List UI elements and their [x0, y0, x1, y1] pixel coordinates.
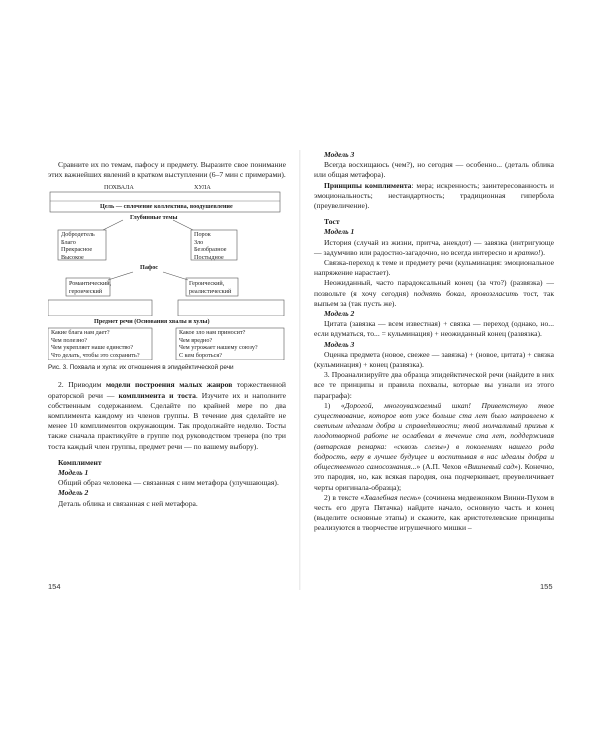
questions-left: Какие блага нам дает? Чем полезно? Чем укрепляет наше единство? Что делать, чтобы это сохранить? [51, 329, 140, 359]
task-2-paragraph: 2. Приводим модели построения малых жанров торжественной ораторской речи — комплимента и тоста. Изучите их и наполните собственным содержанием. Сделайте по крайней мере по два комплимента каждому из членов группы. В течение дня сделайте не менее 10 комплиментов окружающим. Так продолжайте неделю. Тосты также сначала практикуйте в группе под руководством тренера (по три тоста каждый член группы, предмет речи — по вашему выбору). [48, 380, 286, 451]
virtues-list: Добродетель Благо Прекрасное Высокое [61, 231, 95, 261]
toast-model-2-heading: Модель 2 [324, 309, 355, 319]
pathos-right: Героический, реалистический [189, 280, 232, 295]
toast-model-1-p2: Связка-переход к теме и предмету речи (кульминация: эмоциональное напряжение нарастает). [314, 258, 554, 278]
example-2: 2) в тексте «Хвалебная песнь» (сочинена медвежонком Винни-Пухом в честь его друга Пятачка) найдите начало, основную часть и конец (выделите основные этапы) и скажите, как аристотелевские принципы реализуются в творчестве игрушечного мишки – [314, 492, 554, 533]
toast-title: Тост [324, 217, 340, 227]
compliment-model-1-heading: Модель 1 [58, 468, 89, 478]
compliment-model-2-text: Деталь облика и связанная с ней метафора. [58, 498, 198, 508]
blame-label: ХУЛА [194, 184, 211, 192]
compliment-model-1-text: Общий образ человека — связанная с ним метафора (улучшающая). [58, 478, 279, 488]
compliment-title: Комплимент [58, 457, 102, 467]
toast-model-3-heading: Модель 3 [324, 339, 355, 349]
right-page [314, 150, 554, 534]
diagram-subject-block [48, 318, 286, 360]
toast-model-2-p1: Цитата (завязка — всем известная) + связка — переход (однако, но... если вдуматься, то... = кульминация) + неожиданный конец (развязка). [314, 319, 554, 339]
example-1: 1) «Дорогой, многоуважаемый шкап! Приветствую твое существование, которое вот уже больше ста лет было направлено к светлым идеалам добра и справедливости; твой молчаливый призыв к плодотворной работе не ослабевал в течение ста лет, поддерживая (автарская ремарка: «сквозь слезы») в поколениях нашего рода бодрость, веру в лучшее будущее и воспитывая в нас идеалы добра и общественного самосознания...» (А.П. Чехов «Вишневый сад»). Конечно, это пародия, но, как всякая пародия, она подчеркивает, преувеличивает черты оригинала-образца); [314, 400, 554, 492]
figure-caption: Рис. 3. Похвала и хула: их отношения в эпидейктической речи [48, 364, 234, 372]
toast-model-1-p1: История (случай из жизни, притча, анекдот) — завязка (интригующе — задумчиво или радостно-загадочно, но всегда интересно и кратко!). [314, 237, 554, 257]
right-page-number: 155 [540, 582, 553, 591]
compliment-model-2-heading: Модель 2 [58, 488, 89, 498]
task-3-paragraph: 3. Проанализируйте два образца эпидейктической речи (найдите в них все те принципы и правила похвалы, которые вы узнали из этого параграфа): [314, 370, 554, 400]
deep-themes-label: Глубинные темы [130, 214, 178, 222]
compliment-principles: Принципы комплимента: мера; искренность; заинтересованность и эмоциональность; нестандартность; традиционная гипербола (преувеличение). [314, 180, 554, 211]
toast-model-1-p3: Неожиданный, часто парадоксальный конец (за что?) (развязка) — позвольте (я хочу сегодня) поднять бокал, провозгласить тост, так выпьем за (так пусть же). [314, 278, 555, 308]
page-gutter [299, 150, 301, 590]
toast-model-3-p1: Оценка предмета (новое, свежее — завязка) + (новое, цитата) + связка (кульминация) + конец (развязка). [314, 349, 554, 370]
subject-label: Предмет речи (Основания хвалы и хулы) [94, 318, 210, 326]
goal-label: Цель — сплочение коллектива, воодушевление [100, 203, 233, 211]
compliment-model-3-heading: Модель 3 [324, 150, 355, 159]
questions-right: Какое зло нам приносит? Чем вредно? Чем угрожает нашему союзу? С кем бороться? [179, 329, 258, 359]
left-page [48, 160, 286, 509]
compliment-model-3-text: Всегда восхищаюсь (чем?), но сегодня — особенно... (деталь облика или общая метафора). [314, 160, 554, 180]
intro-paragraph: Сравните их по темам, пафосу и предмету. Выразите свое понимание этих важнейших явлений в кратком выступлении (6–7 мин с примерами). [48, 160, 286, 180]
pathos-label: Пафос [140, 264, 159, 272]
vices-list: Порок Зло Безобразное Постыдное [194, 231, 227, 261]
left-page-number: 154 [48, 582, 61, 591]
praise-label: ПОХВАЛА [104, 184, 134, 192]
praise-blame-diagram [48, 184, 286, 316]
pathos-left: Романтический, героический [69, 280, 112, 295]
toast-model-1-heading: Модель 1 [324, 227, 355, 237]
